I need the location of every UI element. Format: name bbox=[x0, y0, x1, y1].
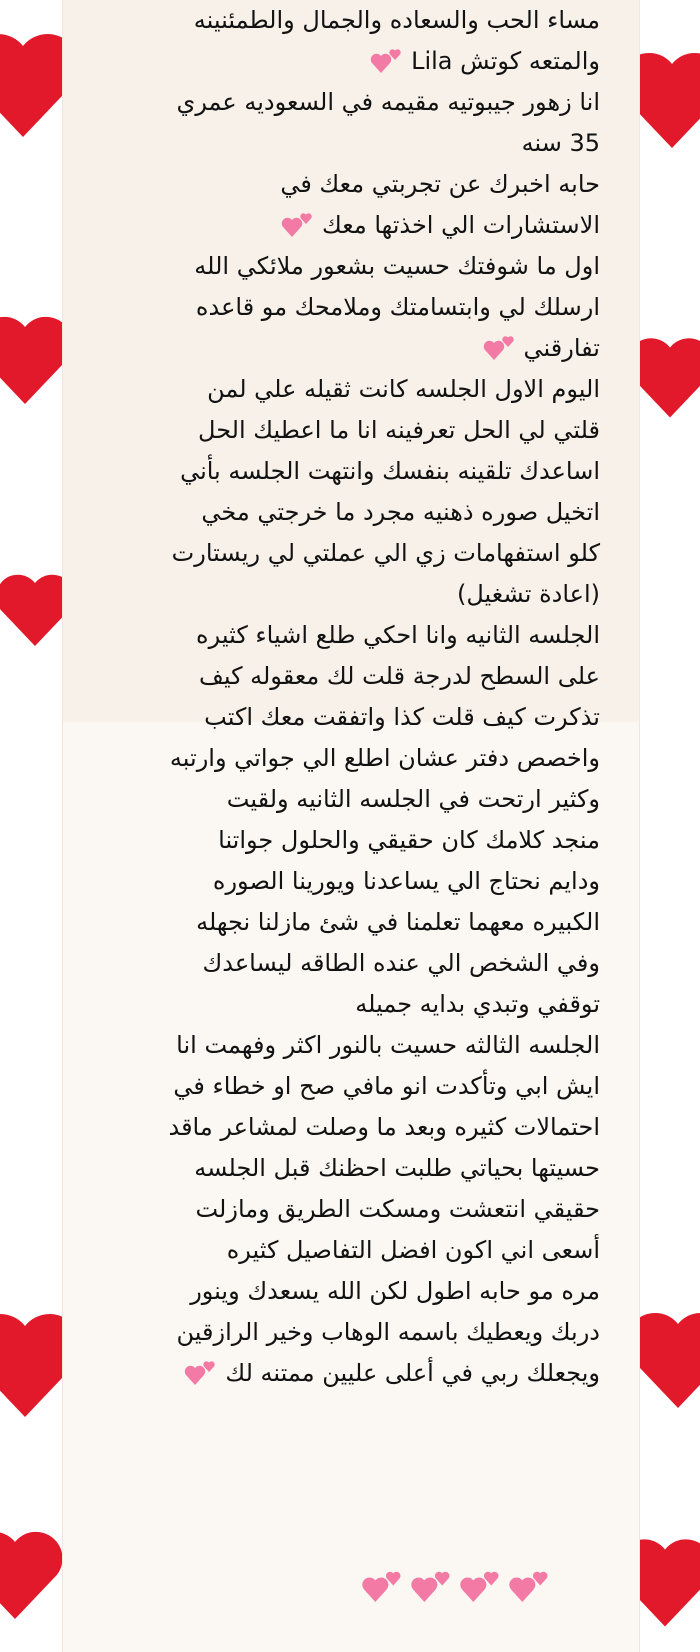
message-line: ارسلك لي وابتسامتك وملامحك مو قاعده bbox=[195, 293, 600, 321]
message-line: حسيتها بحياتي طلبت احظنك قبل الجلسه bbox=[194, 1154, 600, 1182]
message-line: دربك ويعطيك باسمه الوهاب وخير الرازقين bbox=[176, 1318, 600, 1346]
message-line: (اعادة تشغيل) bbox=[456, 580, 600, 608]
message-line: الجلسه الثالثه حسيت بالنور اكثر وفهمت انا bbox=[176, 1031, 600, 1059]
two-hearts-icon bbox=[507, 1568, 553, 1608]
message-line: الكبيره معهما تعلمنا في شئ مازلنا نجهله bbox=[196, 908, 600, 936]
message-line bbox=[66, 41, 600, 82]
message-line: أسعى اني اكون افضل التفاصيل كثيره bbox=[226, 1236, 600, 1264]
message-line bbox=[66, 205, 600, 246]
message-line: مره مو حابه اطول لكن الله يسعدك وينور bbox=[190, 1277, 600, 1305]
two-hearts-icon bbox=[369, 47, 405, 77]
message-line: احتمالات كثيره وبعد ما وصلت لمشاعر ماقد bbox=[168, 1113, 600, 1141]
hearts-row bbox=[360, 1568, 553, 1608]
message-line: توقفي وتبدي بدايه جميله bbox=[355, 990, 600, 1018]
message-text bbox=[66, 0, 600, 1394]
message-line: اول ما شوفتك حسيت بشعور ملائكي الله bbox=[194, 252, 600, 280]
heart-balloon-icon bbox=[0, 1510, 70, 1640]
message-line: حابه اخبرك عن تجربتي معك في bbox=[280, 170, 600, 198]
message-line: ايش ابي وتأكدت انو مافي صح او خطاء في bbox=[173, 1072, 600, 1100]
two-hearts-icon bbox=[183, 1359, 219, 1389]
message-line bbox=[66, 328, 600, 369]
message-line: وفي الشخص الي عنده الطاقه ليساعدك bbox=[202, 949, 600, 977]
message-line: اساعدك تلقينه بنفسك وانتهت الجلسه بأني bbox=[180, 457, 600, 485]
message-line: وكثير ارتحت في الجلسه الثانيه ولقيت bbox=[226, 785, 600, 813]
message-line: تذكرت كيف قلت كذا واتفقت معك اكتب bbox=[204, 703, 600, 731]
message-line-text: الاستشارات الي اخذتها معك bbox=[322, 211, 600, 239]
message-line: اليوم الاول الجلسه كانت ثقيله علي لمن bbox=[207, 375, 600, 403]
message-line: واخصص دفتر عشان اطلع الي جواتي وارتبه bbox=[169, 744, 600, 772]
message-line: اتخيل صوره ذهنيه مجرد ما خرجتي مخي bbox=[201, 498, 600, 526]
message-line: الجلسه الثانيه وانا احكي طلع اشياء كثيره bbox=[196, 621, 600, 649]
two-hearts-icon bbox=[409, 1568, 455, 1608]
message-line: ودايم نحتاج الي يساعدنا ويورينا الصوره bbox=[212, 867, 600, 895]
message-line: منجد كلامك كان حقيقي والحلول جواتنا bbox=[218, 826, 600, 854]
message-line: كلو استفهامات زي الي عملتي لي ريستارت bbox=[171, 539, 600, 567]
message-line: قلتي لي الحل تعرفينه انا ما اعطيك الحل bbox=[198, 416, 600, 444]
message-line: مساء الحب والسعاده والجمال والطمئنينه bbox=[193, 6, 600, 34]
message-line: حقيقي انتعشت ومسكت الطريق ومازلت bbox=[195, 1195, 600, 1223]
message-line: على السطح لدرجة قلت لك معقوله كيف bbox=[198, 662, 600, 690]
message-line-text: تفارقني bbox=[523, 334, 600, 362]
message-line bbox=[66, 1353, 600, 1394]
message-line-text: ويجعلك ربي في أعلى عليين ممتنه لك bbox=[225, 1359, 600, 1387]
two-hearts-icon bbox=[458, 1568, 504, 1608]
two-hearts-icon bbox=[482, 334, 518, 364]
message-line: انا زهور جيبوتيه مقيمه في السعوديه عمري bbox=[176, 88, 600, 116]
two-hearts-icon bbox=[360, 1568, 406, 1608]
message-line: 35 سنه bbox=[521, 129, 600, 157]
two-hearts-icon bbox=[280, 211, 316, 241]
message-line-text: والمتعه كوتش Lila bbox=[411, 47, 600, 75]
